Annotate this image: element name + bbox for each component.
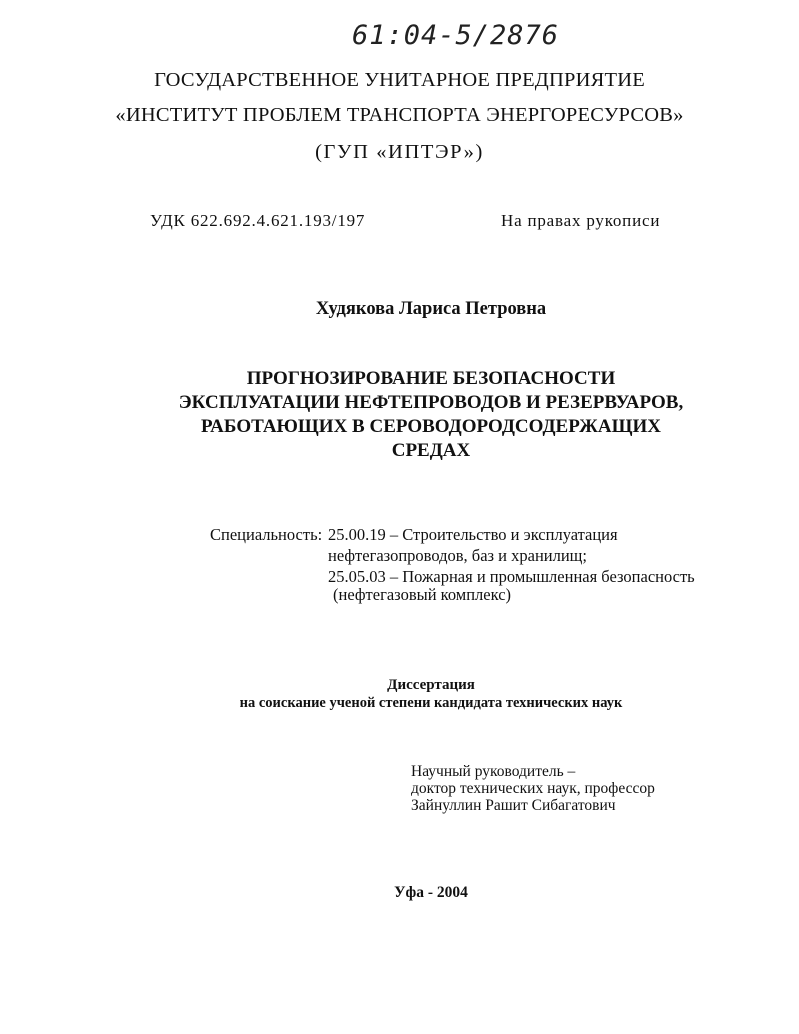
specialty-line-1: 25.00.19 – Строительство и эксплуатация (328, 525, 618, 544)
supervisor-role: Научный руководитель – (411, 763, 576, 780)
supervisor-name: Зайнуллин Рашит Сибагатович (411, 797, 616, 814)
specialty-line-3: 25.05.03 – Пожарная и промышленная безопасность (328, 567, 695, 586)
specialty-line-2: нефтегазопроводов, баз и хранилищ; (328, 546, 587, 565)
title-line-4: СРЕДАХ (391, 440, 471, 461)
specialty-label: Специальность: (210, 525, 323, 544)
degree-sought: на соискание ученой степени кандидата технических наук (239, 695, 623, 711)
manuscript-rights-note: На правах рукописи (501, 211, 661, 230)
title-line-3: РАБОТАЮЩИХ В СЕРОВОДОРОДСОДЕРЖАЩИХ (200, 416, 662, 437)
organization-abbreviation: (ГУП «ИПТЭР») (315, 141, 484, 163)
author-name: Худякова Лариса Петровна (315, 299, 547, 319)
organization-name-line-2: «ИНСТИТУТ ПРОБЛЕМ ТРАНСПОРТА ЭНЕРГОРЕСУРСОВ» (115, 104, 684, 126)
organization-name-line-1: ГОСУДАРСТВЕННОЕ УНИТАРНОЕ ПРЕДПРИЯТИЕ (154, 69, 645, 91)
archive-stamp: 61:04-5/2876 (352, 20, 560, 51)
document-type: Диссертация (387, 677, 475, 693)
title-line-1: ПРОГНОЗИРОВАНИЕ БЕЗОПАСНОСТИ (246, 368, 616, 389)
supervisor-degree: доктор технических наук, профессор (411, 780, 655, 797)
udk-code: УДК 622.692.4.621.193/197 (150, 211, 366, 230)
city-year: Уфа - 2004 (394, 884, 468, 901)
dissertation-title (0, 367, 799, 463)
specialty-line-4: (нефтегазовый комплекс) (333, 585, 512, 604)
title-line-2: ЭКСПЛУАТАЦИИ НЕФТЕПРОВОДОВ И РЕЗЕРВУАРОВ, (178, 392, 684, 413)
